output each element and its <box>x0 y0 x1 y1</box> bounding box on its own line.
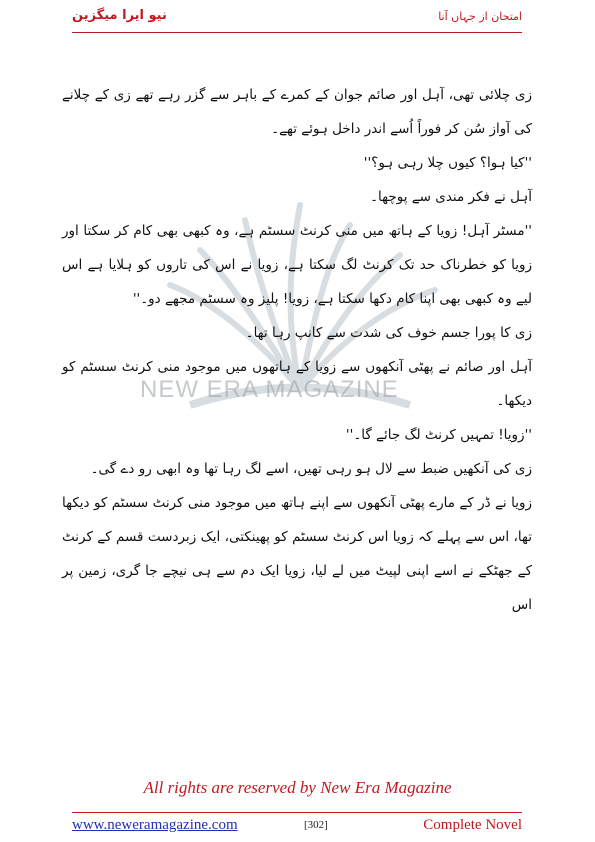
story-body <box>62 78 532 622</box>
novel-title: امتحان از جہاں آنا <box>438 10 522 23</box>
novel-type-label: Complete Novel <box>423 817 522 833</box>
rights-notice: All rights are reserved by New Era Magazine <box>143 778 452 797</box>
paragraph: زی کی آنکھیں ضبط سے لال ہو رہی تھیں، اسے لگ رہا تھا وہ ابھی رو دے گی۔ <box>90 461 532 477</box>
paragraph: زی چلائی تھی، آہل اور صائم جوان کے کمرے کے باہر سے گزر رہے تھے زی کے چلانے کی آواز سُن کر فوراً اُسے اندر داخل ہوئے تھے۔ <box>62 87 532 137</box>
paragraph: ''کیا ہوا؟ کیوں چلا رہی ہو؟'' <box>363 155 532 171</box>
paragraph: آہل اور صائم نے پھٹی آنکھوں سے زویا کے ہاتھوں میں موجود منی کرنٹ سسٹم کو دیکھا۔ <box>62 359 532 409</box>
page-footer <box>72 813 522 835</box>
page-header <box>72 6 522 33</box>
paragraph: آہل نے فکر مندی سے پوچھا۔ <box>370 189 532 205</box>
paragraph: ''مسٹر آہل! زویا کے ہاتھ میں منی کرنٹ سسٹم ہے، وہ کبھی بھی کام کر سکتا اور زویا کو خطرناک حد تک کرنٹ لگ سکتا ہے، زویا نے اس کی تاروں کو ہلایا ہے اس لیے وہ کبھی بھی اپنا کام دکھا سکتا ہے، زویا! پلیز وہ سسٹم مجھے دو۔'' <box>62 223 532 307</box>
page-number: [302] <box>304 819 328 831</box>
magazine-name: نیو ایرا میگزین <box>72 8 167 23</box>
website-link[interactable]: www.neweramagazine.com <box>72 817 238 833</box>
watermark-text: NEW ERA MAGAZINE <box>140 376 399 403</box>
paragraph: زویا نے ڈر کے مارے پھٹی آنکھوں سے اپنے ہاتھ میں موجود منی کرنٹ سسٹم کو دیکھا تھا، اس سے پہلے کہ زویا اس کرنٹ سسٹم کو پھینکتی، ایک زبردست قسم کے کرنٹ کے جھٹکے نے اسے اپنی لپیٹ میں لے لیا، زویا ایک دم سے ہی نیچے جا گری، زمین پر اس <box>62 495 532 613</box>
paragraph: ''زویا! تمہیں کرنٹ لگ جائے گا۔'' <box>345 427 532 443</box>
paragraph: زی کا پورا جسم خوف کی شدت سے کانپ رہا تھا۔ <box>245 325 532 341</box>
